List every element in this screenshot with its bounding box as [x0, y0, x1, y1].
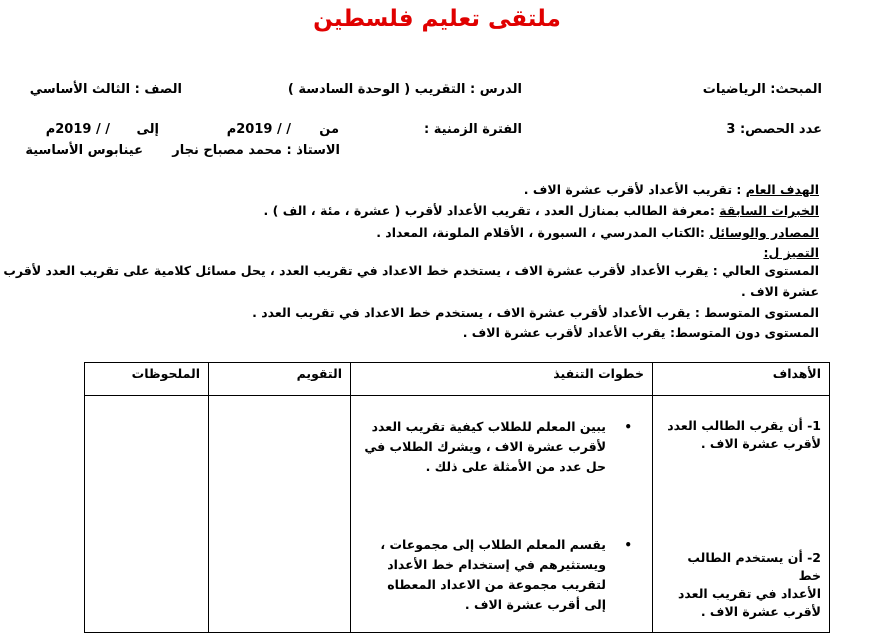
prior-experience	[264, 203, 819, 218]
step-1-line-1: يبين المعلم للطلاب كيفية تقريب العدد	[371, 419, 606, 434]
from-date: / / 2019م	[226, 122, 291, 137]
header-steps: خطوات التنفيذ	[351, 363, 653, 396]
step-1-line-2: لأقرب عشرة الاف ، ويشرك الطلاب في	[364, 439, 606, 454]
step-1	[359, 417, 632, 477]
table-header-row	[85, 363, 830, 396]
header-objectives: الأهداف	[653, 363, 830, 396]
step-2-line-1: يقسم المعلم الطلاب إلى مجموعات ،	[380, 537, 606, 552]
to-label: إلى	[136, 122, 159, 137]
from-label: من	[319, 122, 339, 137]
school-label: عينابوس الأساسية	[25, 143, 143, 158]
objective-2	[661, 549, 821, 621]
lesson-plan-table	[84, 362, 830, 633]
objectives-cell	[653, 396, 830, 633]
header-evaluation: التقويم	[209, 363, 351, 396]
resources	[376, 225, 819, 240]
to-date: / / 2019م	[45, 122, 110, 137]
resources-label: المصادر والوسائل	[709, 225, 819, 240]
bullet-icon: •	[624, 538, 632, 552]
table-row	[85, 396, 830, 633]
mid-level-text: المستوى المتوسط : يقرب الأعداد لأقرب عشرة الاف ، يستخدم خط الاعداد في تقريب العدد .	[252, 305, 819, 320]
header-notes: الملحوظات	[85, 363, 209, 396]
step-2-line-4: إلى أقرب عشرة الاف .	[464, 597, 606, 612]
lesson-label: الدرس : التقريب ( الوحدة السادسة )	[287, 82, 522, 97]
teacher-label: الاستاذ : محمد مصباح نجار	[172, 143, 340, 158]
bullet-icon: •	[624, 420, 632, 434]
general-goal	[524, 182, 819, 197]
prior-experience-label: الخبرات السابقة	[719, 203, 819, 218]
step-2-line-3: لتقريب مجموعة من الاعداد المعطاه	[387, 577, 606, 592]
high-level-continued: عشرة الاف .	[741, 284, 819, 299]
sessions-label: عدد الحصص: 3	[726, 122, 822, 137]
objective-1-line-1: 1- أن يقرب الطالب العدد	[667, 418, 821, 433]
low-level-text: المستوى دون المتوسط: يقرب الأعداد لأقرب عشرة الاف .	[462, 325, 819, 340]
objective-2-line-3: لأقرب عشرة الاف .	[700, 604, 821, 619]
period-label: الفترة الزمنية :	[424, 122, 522, 137]
objective-1	[661, 417, 821, 453]
steps-cell	[351, 396, 653, 633]
resources-text: :الكتاب المدرسي ، السبورة ، الأقلام الملونة، المعداد .	[376, 225, 710, 240]
objective-1-line-2: لأقرب عشرة الاف .	[700, 436, 821, 451]
objective-2-line-2: الأعداد في تقريب العدد	[678, 586, 821, 601]
step-2	[359, 535, 632, 615]
notes-cell	[85, 396, 209, 633]
prior-experience-text: :معرفة الطالب بمنازل العدد ، تقريب الأعداد لأقرب ( عشرة ، مئة ، الف ) .	[263, 203, 720, 218]
page-title: ملتقى تعليم فلسطين	[313, 6, 561, 32]
step-1-line-3: حل عدد من الأمثلة على ذلك .	[425, 459, 606, 474]
subject-label: المبحث: الرياضيات	[702, 82, 822, 97]
evaluation-cell	[209, 396, 351, 633]
differentiation-label: التميز ل:	[763, 245, 819, 260]
objective-2-line-1: 2- أن يستخدم الطالب خط	[687, 550, 821, 583]
general-goal-label: الهدف العام	[745, 182, 819, 197]
grade-label: الصف : الثالث الأساسي	[29, 82, 182, 97]
step-2-line-2: ويستثيرهم في إستخدام خط الأعداد	[387, 557, 606, 572]
high-level-text: المستوى العالي : يقرب الأعداد لأقرب عشرة الاف ، يستخدم خط الاعداد في تقريب العدد ، يحل مسائل كلامية على تقريب العدد لأقرب	[3, 263, 819, 278]
general-goal-text: : تقريب الأعداد لأقرب عشرة الاف .	[523, 182, 746, 197]
